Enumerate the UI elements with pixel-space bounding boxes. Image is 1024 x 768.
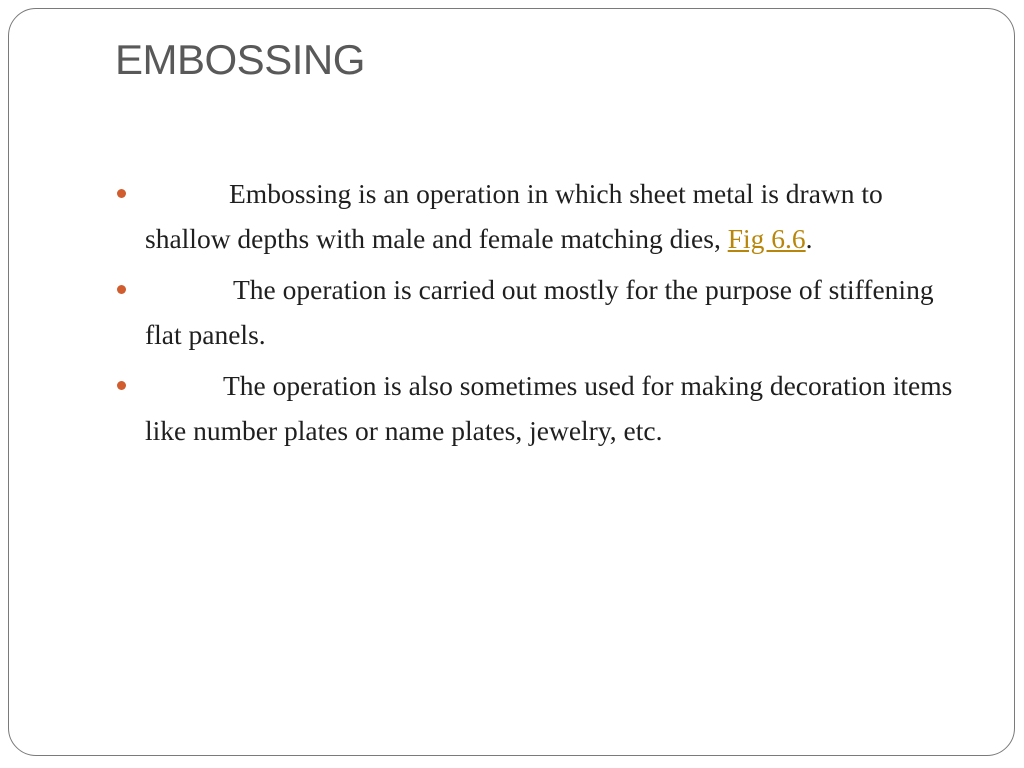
slide-frame <box>8 8 1015 756</box>
slide-title: EMBOSSING <box>115 36 365 83</box>
bullet-text: Embossing is an operation in which sheet metal is drawn to shallow depths with male and female matching dies, <box>145 178 883 254</box>
bullet-item-embossing-definition <box>115 171 975 261</box>
bullet-dot-icon <box>117 285 126 294</box>
fig-6-6-link[interactable]: Fig 6.6 <box>727 223 806 254</box>
bullet-list <box>115 171 975 459</box>
bullet-item-decoration-use <box>115 363 975 453</box>
bullet-text: The operation is carried out mostly for the purpose of stiffening flat panels. <box>145 274 934 350</box>
bullet-item-stiffening-purpose <box>115 267 975 357</box>
bullet-suffix: . <box>805 223 813 254</box>
bullet-dot-icon <box>117 381 126 390</box>
bullet-dot-icon <box>117 189 126 198</box>
bullet-text: The operation is also sometimes used for making decoration items like number plates or name plates, jewelry, etc. <box>145 370 953 446</box>
